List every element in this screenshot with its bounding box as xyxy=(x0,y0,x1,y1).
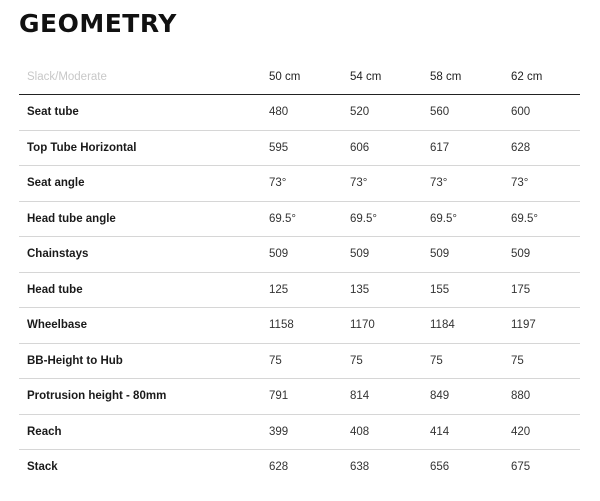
row-label: Stack xyxy=(27,461,58,474)
table-cell: 73° xyxy=(511,166,580,202)
table-row xyxy=(19,201,580,237)
table-cell: 880 xyxy=(511,379,580,415)
table-cell: 399 xyxy=(269,414,350,450)
table-cell: 1170 xyxy=(350,308,430,344)
table-cell: 1197 xyxy=(511,308,580,344)
table-cell: 628 xyxy=(269,461,289,474)
table-cell: 628 xyxy=(511,130,580,166)
table-cell: 814 xyxy=(350,379,430,415)
table-cell: 1184 xyxy=(430,308,511,344)
table-cell: 1158 xyxy=(269,308,350,344)
table-row xyxy=(19,272,580,308)
table-cell: 675 xyxy=(511,461,531,474)
table-cell: 73° xyxy=(269,166,350,202)
table-cell: 408 xyxy=(350,414,430,450)
table-cell: 849 xyxy=(430,379,511,415)
table-body xyxy=(19,95,580,485)
table-cell: 135 xyxy=(350,272,430,308)
row-label: Head tube angle xyxy=(19,201,269,237)
geometry-table xyxy=(19,60,580,485)
table-cell: 606 xyxy=(350,130,430,166)
size-header: 58 cm xyxy=(430,60,511,95)
table-cell: 69.5° xyxy=(511,201,580,237)
table-cell: 509 xyxy=(269,237,350,273)
table-cell: 69.5° xyxy=(269,201,350,237)
row-label: Head tube xyxy=(19,272,269,308)
row-label: Seat angle xyxy=(19,166,269,202)
table-cell: 595 xyxy=(269,130,350,166)
size-header: 62 cm xyxy=(511,60,580,95)
table-cell: 509 xyxy=(511,237,580,273)
table-cell: 791 xyxy=(269,379,350,415)
table-cell: 600 xyxy=(511,95,580,131)
table-header-row xyxy=(19,60,580,95)
table-cell: 656 xyxy=(430,461,450,474)
table-cell: 414 xyxy=(430,414,511,450)
table-cell: 617 xyxy=(430,130,511,166)
table-cell: 69.5° xyxy=(350,201,430,237)
table-row xyxy=(19,166,580,202)
table-row xyxy=(19,414,580,450)
row-label: BB-Height to Hub xyxy=(19,343,269,379)
page-title: GEOMETRY xyxy=(19,9,177,38)
size-header: 54 cm xyxy=(350,60,430,95)
table-row xyxy=(19,450,580,485)
table-row xyxy=(19,343,580,379)
table-cell: 75 xyxy=(269,343,350,379)
table-cell: 73° xyxy=(430,166,511,202)
table-cell: 420 xyxy=(511,414,580,450)
table-cell: 75 xyxy=(430,343,511,379)
table-row xyxy=(19,95,580,131)
table-row xyxy=(19,379,580,415)
table-cell: 75 xyxy=(511,343,580,379)
variant-label: Slack/Moderate xyxy=(19,60,269,95)
table-row xyxy=(19,130,580,166)
row-label: Seat tube xyxy=(19,95,269,131)
table-cell: 155 xyxy=(430,272,511,308)
row-label: Top Tube Horizontal xyxy=(19,130,269,166)
table-cell: 125 xyxy=(269,272,350,308)
table-row xyxy=(19,308,580,344)
table-cell: 75 xyxy=(350,343,430,379)
table-cell: 638 xyxy=(350,461,370,474)
table-cell: 560 xyxy=(430,95,511,131)
table-cell: 509 xyxy=(430,237,511,273)
table-cell: 509 xyxy=(350,237,430,273)
row-label: Chainstays xyxy=(19,237,269,273)
row-label: Reach xyxy=(19,414,269,450)
table-row xyxy=(19,237,580,273)
table-cell: 73° xyxy=(350,166,430,202)
size-header: 50 cm xyxy=(269,60,350,95)
row-label: Protrusion height - 80mm xyxy=(19,379,269,415)
table-cell: 69.5° xyxy=(430,201,511,237)
table-cell: 520 xyxy=(350,95,430,131)
row-label: Wheelbase xyxy=(19,308,269,344)
table-cell: 175 xyxy=(511,272,580,308)
table-cell: 480 xyxy=(269,95,350,131)
